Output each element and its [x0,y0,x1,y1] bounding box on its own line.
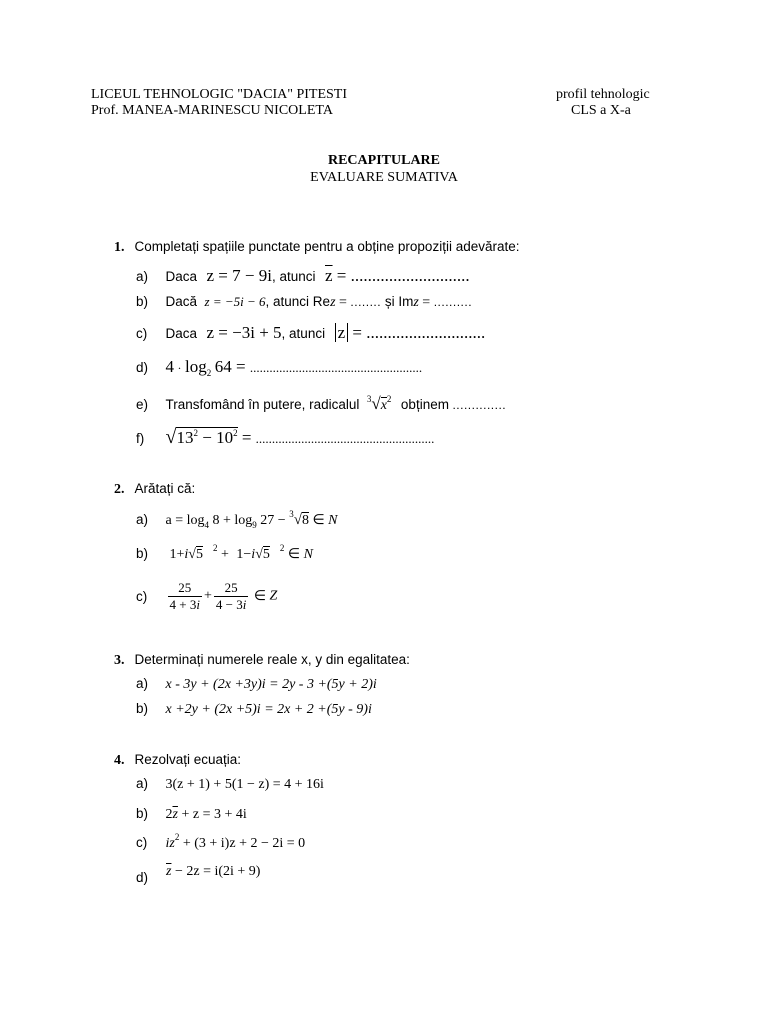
numerator: 25 [168,580,202,597]
math-expr: a = log [165,513,205,528]
question-number: 3. [114,653,125,668]
radical-sign: √ [255,547,263,562]
math-expr: $\overline{z}$ [166,864,172,879]
question-prompt: Arătați că: [134,481,196,496]
radical-index: 3 [289,509,294,519]
question-2 [114,480,195,498]
math-expr: 4 [204,520,209,530]
item-text: , atunci [271,269,316,284]
q4-item-c [136,832,305,852]
math-expr: 13 [176,428,194,447]
page-title: RECAPITULARE [327,153,440,168]
math-expr: 8 + log [209,513,253,528]
q1-item-e [136,394,506,414]
blank-dots: ....................................................... [255,431,435,446]
q1-item-f [136,426,434,449]
item-label: a) [136,512,149,527]
math-expr: 9 [252,520,257,530]
radical-expr [166,428,238,447]
math-expr: ∈ [250,589,270,604]
math-expr: $\overline{z}$ [325,266,333,285]
item-text: , atunci Re [265,294,331,309]
radical-sign: √ [188,547,196,562]
math-expr: z = 7 − 9i [206,266,272,285]
math-expr: z = −5i − 6 [204,294,266,309]
item-text: , atunci [281,326,326,341]
math-expr: 2 [174,832,180,842]
radical-expr [366,394,392,413]
item-label: b) [136,294,149,309]
math-expr: 2 [165,807,173,822]
math-expr: N [303,547,313,562]
question-4 [114,751,241,769]
math-expr: z [330,295,336,310]
math-expr: 5 [262,547,270,562]
q3-item-a [136,676,377,693]
item-label: c) [136,326,148,341]
question-prompt: Completați spațiile punctate pentru a obține propoziții adevărate: [134,239,520,254]
q3-item-b [136,701,372,718]
question-prompt: Determinați numerele reale x, y din egalitatea: [134,652,410,667]
item-label: e) [136,397,149,412]
math-expr: 2 [279,543,285,553]
math-expr: 8 [301,513,309,528]
math-expr: 2 [386,394,392,404]
math-expr: $\overline{z}$ [172,807,178,822]
page-subtitle: EVALUARE SUMATIVA [310,170,458,185]
q2-item-c [136,580,277,613]
question-number: 1. [114,240,125,255]
math-expr: Z [269,588,278,604]
q2-item-b [136,543,313,563]
question-3 [114,651,410,669]
blank-dots: ............................ [350,266,470,285]
denominator: i [242,597,247,612]
question-number: 2. [114,482,125,497]
question-prompt: Rezolvați ecuația: [134,752,242,767]
math-expr: − [197,428,217,447]
math-expr: z = −3i + 5 [206,323,282,342]
math-expr: + (3 + i)z + 2 − 2i = 0 [179,836,306,851]
q1-item-c [136,323,485,343]
radical-sign: √ [371,394,381,413]
math-expr: + z = 3 + 4i [177,807,247,822]
item-label: c) [136,589,148,604]
item-label: b) [136,546,149,561]
math-expr: i [251,547,256,562]
school-name: LICEUL TEHNOLOGIC "DACIA" PITESTI [91,87,348,102]
item-text: și Im [381,294,414,309]
math-expr: 2 [212,543,218,553]
blank-dots: ..................................................... [249,360,423,375]
blank-dots: .......... [433,295,473,309]
math-expr: = [332,266,351,285]
math-expr: 1+ [169,547,185,562]
blank-dots: ............................ [366,323,486,342]
class-label: CLS a X-a [571,103,631,118]
question-number: 4. [114,753,125,768]
denominator: i [196,597,200,612]
math-expr: = [237,428,256,447]
item-label: b) [136,701,149,716]
item-text: Transfomând în putere, radicalul [165,397,360,412]
math-expr: x +2y + (2x +5)i = 2x + 2 +(5y - 9)i [165,702,372,717]
item-text: Daca [165,269,198,284]
math-expr: 64 [214,357,232,376]
math-expr: 2 [193,428,198,438]
math-expr: 27 − [256,513,290,528]
q1-item-a [136,266,470,286]
math-expr: = [418,295,434,310]
item-label: f) [136,431,145,446]
math-expr: ∈ [308,513,329,528]
math-expr: iz [165,836,175,851]
q4-item-b [136,806,247,823]
denominator: 4 − 3 [215,597,243,612]
math-expr: 1− [236,547,252,562]
math-expr: = [335,295,351,310]
math-expr: = [348,323,367,342]
math-expr: x - 3y + (2x +3y)i = 2y - 3 +(5y + 2)i [165,677,377,692]
item-text: obținem [400,397,449,412]
math-expr: x [380,398,387,413]
item-label: a) [136,776,149,791]
item-label: a) [136,676,149,691]
math-expr: 3(z + 1) + 5(1 − z) = 4 + 16i [165,777,324,792]
item-label: b) [136,806,149,821]
fraction [214,580,248,613]
q1-item-b [136,294,472,311]
math-expr: 5 [195,547,203,562]
math-expr: 2 [206,368,212,378]
math-expr: ∈ [284,547,304,562]
math-expr: 2 [233,428,238,438]
item-label: d) [136,360,149,375]
radical-index: 3 [366,394,372,404]
q4-item-d-label [136,870,162,887]
radical-sign: √ [293,512,302,528]
item-label: c) [136,835,148,850]
numerator: 25 [214,580,248,597]
math-expr: 4 [165,357,174,376]
teacher-name: Prof. MANEA-MARINESCU NICOLETA [91,103,333,118]
math-expr: z [335,323,349,342]
q1-item-d [136,357,422,378]
denominator: 4 + 3 [169,597,197,612]
radical-sign: √ [165,426,177,448]
math-expr: · [177,361,182,375]
blank-dots: ........ [350,295,382,309]
question-1 [114,238,520,256]
math-expr: = [231,357,250,376]
item-text: Dacă [165,294,198,309]
q4-item-d [166,864,260,880]
math-expr: + [220,547,229,562]
math-expr: N [328,513,338,528]
math-expr: 10 [216,428,234,447]
q2-item-a [136,509,337,530]
math-expr: i [184,547,189,562]
item-label: a) [136,269,149,284]
blank-dots: .............. [452,398,507,412]
profile-label: profil tehnologic [556,87,650,102]
fraction [168,580,202,613]
math-expr: + [203,588,212,604]
math-expr: − 2z = i(2i + 9) [171,864,261,879]
item-text: Daca [165,326,198,341]
math-expr: z [413,295,419,310]
q4-item-a [136,776,324,793]
item-label: d) [136,870,149,885]
math-expr: log [185,357,207,376]
